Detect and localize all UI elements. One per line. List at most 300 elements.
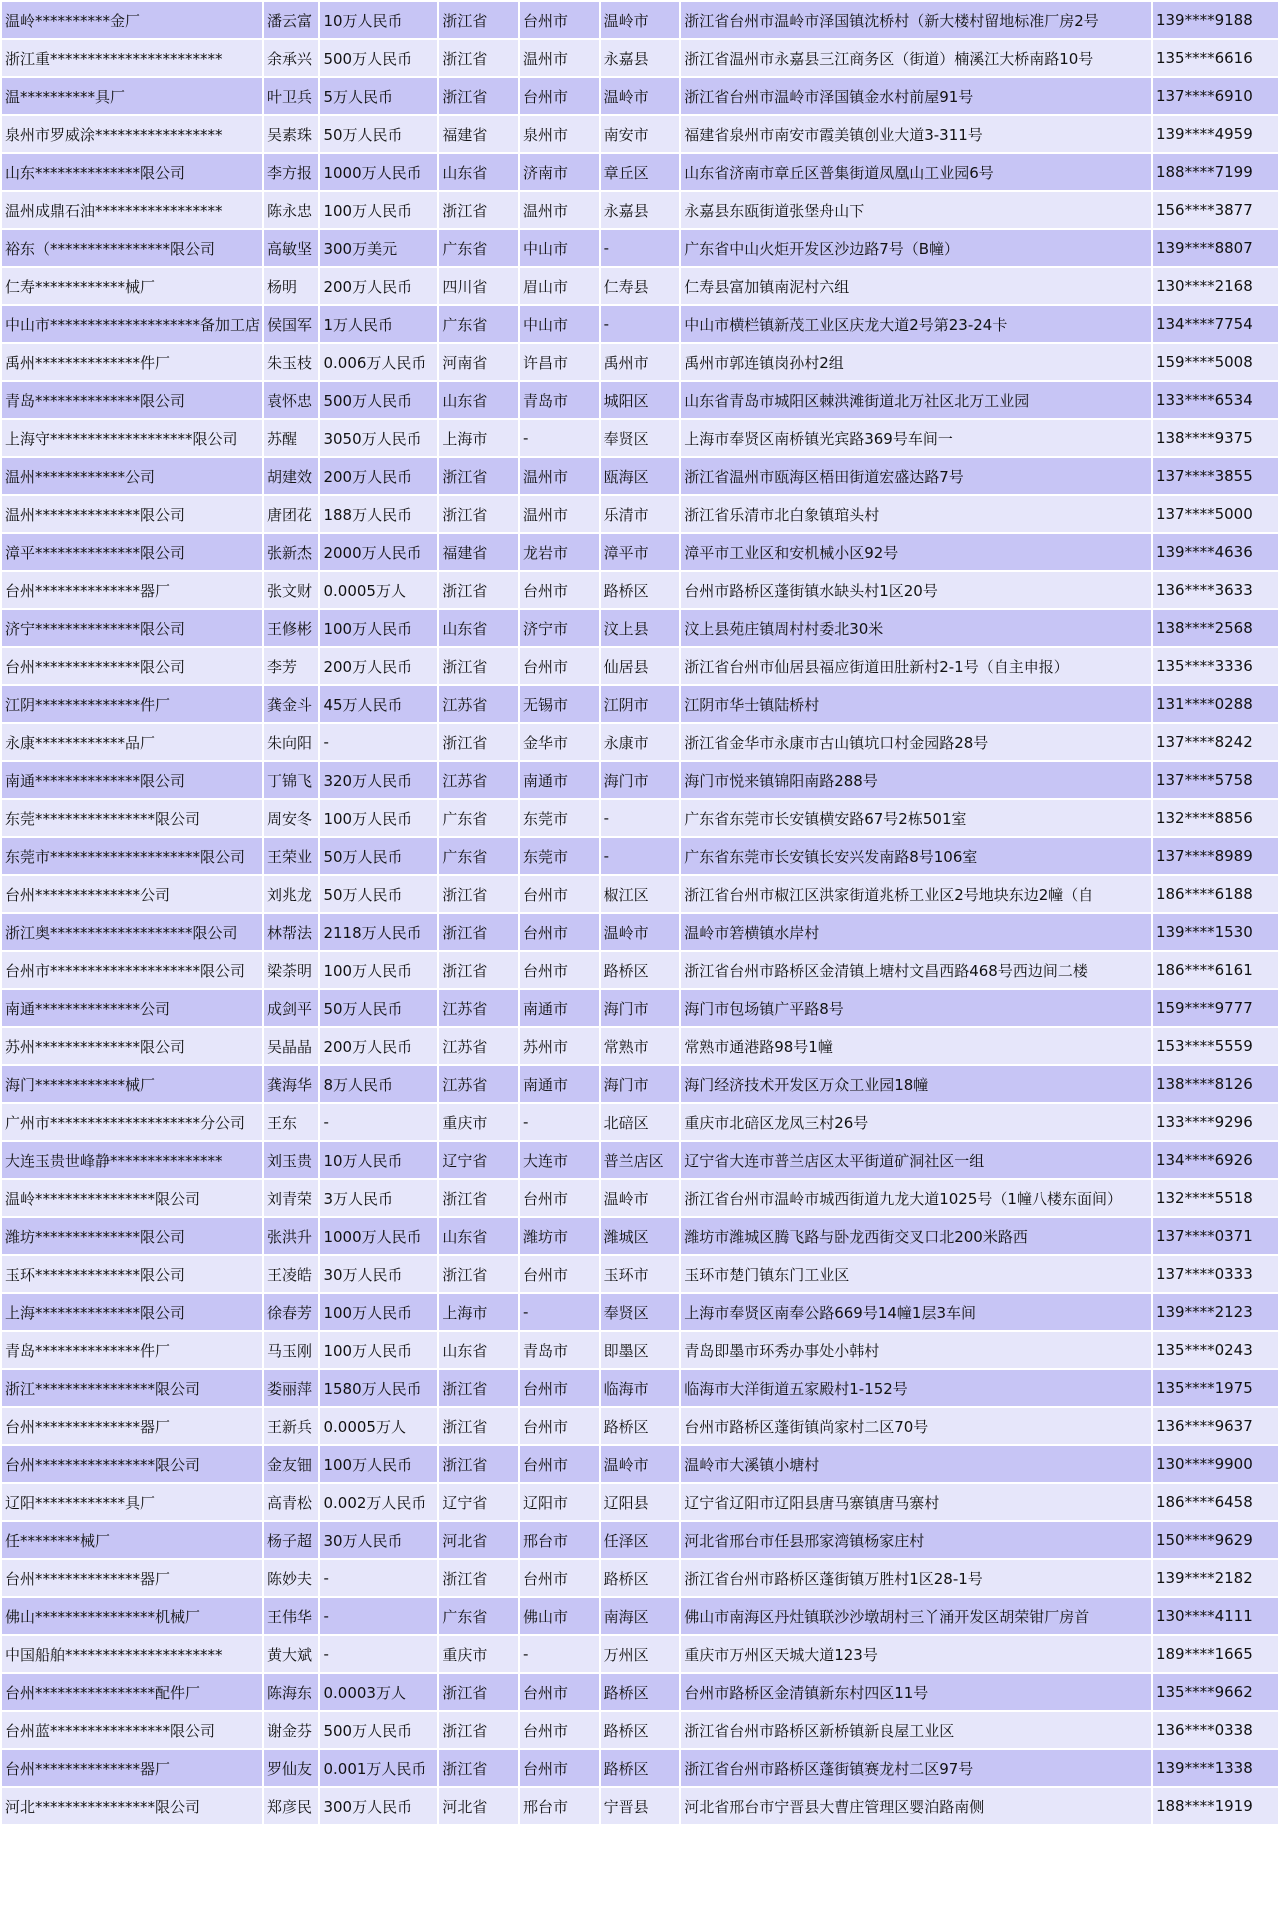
legal-representative-cell: 吴晶晶 (264, 1028, 318, 1064)
city-cell: 温州市 (520, 40, 599, 76)
address-cell: 河北省邢台市宁晋县大曹庄管理区婴泊路南侧 (681, 1788, 1151, 1824)
address-cell: 辽宁省大连市普兰店区太平街道矿洞社区一组 (681, 1142, 1151, 1178)
company-name-cell: 浙江****************限公司 (2, 1370, 262, 1406)
registered-capital-cell: 100万人民币 (320, 1294, 437, 1330)
city-cell: 台州市 (520, 876, 599, 912)
province-cell: 河北省 (439, 1788, 518, 1824)
table-row (2, 2, 1278, 38)
phone-cell: 138****2568 (1153, 610, 1278, 646)
phone-cell: 130****4111 (1153, 1598, 1278, 1634)
company-name-cell: 裕东（****************限公司 (2, 230, 262, 266)
address-cell: 浙江省台州市路桥区新桥镇新良屋工业区 (681, 1712, 1151, 1748)
phone-cell: 159****5008 (1153, 344, 1278, 380)
province-cell: 江苏省 (439, 1066, 518, 1102)
legal-representative-cell: 王东 (264, 1104, 318, 1140)
registered-capital-cell: 0.006万人民币 (320, 344, 437, 380)
table-row (2, 648, 1278, 684)
table-row (2, 192, 1278, 228)
province-cell: 重庆市 (439, 1104, 518, 1140)
province-cell: 浙江省 (439, 724, 518, 760)
district-cell: 温岭市 (601, 2, 680, 38)
address-cell: 浙江省台州市椒江区洪家街道兆桥工业区2号地块东边2幢（自 (681, 876, 1151, 912)
registered-capital-cell: 500万人民币 (320, 40, 437, 76)
city-cell: 潍坊市 (520, 1218, 599, 1254)
district-cell: 永嘉县 (601, 40, 680, 76)
address-cell: 台州市路桥区金清镇新东村四区11号 (681, 1674, 1151, 1710)
table-row (2, 1788, 1278, 1824)
address-cell: 浙江省台州市温岭市泽国镇金水村前屋91号 (681, 78, 1151, 114)
city-cell: 青岛市 (520, 382, 599, 418)
registered-capital-cell: - (320, 1104, 437, 1140)
district-cell: 永康市 (601, 724, 680, 760)
province-cell: 浙江省 (439, 192, 518, 228)
legal-representative-cell: 叶卫兵 (264, 78, 318, 114)
phone-cell: 135****9662 (1153, 1674, 1278, 1710)
district-cell: 临海市 (601, 1370, 680, 1406)
district-cell: 万州区 (601, 1636, 680, 1672)
district-cell: 海门市 (601, 762, 680, 798)
legal-representative-cell: 侯国军 (264, 306, 318, 342)
address-cell: 浙江省台州市路桥区蓬街镇赛龙村二区97号 (681, 1750, 1151, 1786)
address-cell: 永嘉县东瓯街道张堡舟山下 (681, 192, 1151, 228)
legal-representative-cell: 朱向阳 (264, 724, 318, 760)
registered-capital-cell: 100万人民币 (320, 1446, 437, 1482)
district-cell: 玉环市 (601, 1256, 680, 1292)
table-row (2, 1028, 1278, 1064)
city-cell: 台州市 (520, 1712, 599, 1748)
district-cell: 路桥区 (601, 1674, 680, 1710)
registered-capital-cell: - (320, 1560, 437, 1596)
registered-capital-cell: 200万人民币 (320, 648, 437, 684)
city-cell: 眉山市 (520, 268, 599, 304)
legal-representative-cell: 陈妙夫 (264, 1560, 318, 1596)
registered-capital-cell: 30万人民币 (320, 1256, 437, 1292)
address-cell: 温岭市大溪镇小塘村 (681, 1446, 1151, 1482)
district-cell: 汶上县 (601, 610, 680, 646)
legal-representative-cell: 高青松 (264, 1484, 318, 1520)
table-row (2, 1522, 1278, 1558)
phone-cell: 136****3633 (1153, 572, 1278, 608)
phone-cell: 137****0333 (1153, 1256, 1278, 1292)
legal-representative-cell: 杨明 (264, 268, 318, 304)
company-name-cell: 上海**************限公司 (2, 1294, 262, 1330)
phone-cell: 130****9900 (1153, 1446, 1278, 1482)
district-cell: 路桥区 (601, 1712, 680, 1748)
table-row (2, 116, 1278, 152)
city-cell: 青岛市 (520, 1332, 599, 1368)
registered-capital-cell: 2118万人民币 (320, 914, 437, 950)
district-cell: 路桥区 (601, 1408, 680, 1444)
company-name-cell: 漳平**************限公司 (2, 534, 262, 570)
province-cell: 福建省 (439, 116, 518, 152)
city-cell: - (520, 1104, 599, 1140)
city-cell: 台州市 (520, 952, 599, 988)
district-cell: 路桥区 (601, 1560, 680, 1596)
district-cell: 普兰店区 (601, 1142, 680, 1178)
address-cell: 江阴市华士镇陆桥村 (681, 686, 1151, 722)
district-cell: 仁寿县 (601, 268, 680, 304)
phone-cell: 139****2123 (1153, 1294, 1278, 1330)
registered-capital-cell: 50万人民币 (320, 116, 437, 152)
province-cell: 重庆市 (439, 1636, 518, 1672)
legal-representative-cell: 王新兵 (264, 1408, 318, 1444)
address-cell: 汶上县苑庄镇周村村委北30米 (681, 610, 1151, 646)
table-row (2, 40, 1278, 76)
registered-capital-cell: 1000万人民币 (320, 154, 437, 190)
table-row (2, 458, 1278, 494)
city-cell: 台州市 (520, 1560, 599, 1596)
district-cell: 瓯海区 (601, 458, 680, 494)
legal-representative-cell: 潘云富 (264, 2, 318, 38)
company-name-cell: 南通**************公司 (2, 990, 262, 1026)
table-row (2, 876, 1278, 912)
city-cell: 台州市 (520, 914, 599, 950)
registered-capital-cell: 3050万人民币 (320, 420, 437, 456)
table-row (2, 230, 1278, 266)
city-cell: - (520, 420, 599, 456)
address-cell: 温岭市箬横镇水岸村 (681, 914, 1151, 950)
company-name-cell: 中山市********************备加工店 (2, 306, 262, 342)
province-cell: 江苏省 (439, 1028, 518, 1064)
district-cell: 路桥区 (601, 1750, 680, 1786)
city-cell: 泉州市 (520, 116, 599, 152)
phone-cell: 139****2182 (1153, 1560, 1278, 1596)
district-cell: 南安市 (601, 116, 680, 152)
district-cell: 温岭市 (601, 1180, 680, 1216)
province-cell: 浙江省 (439, 1560, 518, 1596)
registered-capital-cell: 300万人民币 (320, 1788, 437, 1824)
table-row (2, 1294, 1278, 1330)
phone-cell: 139****8807 (1153, 230, 1278, 266)
province-cell: 浙江省 (439, 1256, 518, 1292)
company-name-cell: 青岛**************限公司 (2, 382, 262, 418)
registered-capital-cell: 100万人民币 (320, 1332, 437, 1368)
company-name-cell: 台州****************配件厂 (2, 1674, 262, 1710)
legal-representative-cell: 成剑平 (264, 990, 318, 1026)
city-cell: 台州市 (520, 1750, 599, 1786)
company-name-cell: 温州成鼎石油***************** (2, 192, 262, 228)
registered-capital-cell: 100万人民币 (320, 192, 437, 228)
table-row (2, 1408, 1278, 1444)
legal-representative-cell: 马玉刚 (264, 1332, 318, 1368)
city-cell: 金华市 (520, 724, 599, 760)
legal-representative-cell: 张洪升 (264, 1218, 318, 1254)
table-row (2, 1598, 1278, 1634)
district-cell: 温岭市 (601, 914, 680, 950)
company-name-cell: 台州**************限公司 (2, 648, 262, 684)
table-row (2, 1332, 1278, 1368)
phone-cell: 133****6534 (1153, 382, 1278, 418)
province-cell: 浙江省 (439, 914, 518, 950)
company-name-cell: 东莞****************限公司 (2, 800, 262, 836)
legal-representative-cell: 刘玉贵 (264, 1142, 318, 1178)
phone-cell: 135****0243 (1153, 1332, 1278, 1368)
district-cell: 常熟市 (601, 1028, 680, 1064)
company-name-cell: 台州**************公司 (2, 876, 262, 912)
table-row (2, 1636, 1278, 1672)
province-cell: 浙江省 (439, 572, 518, 608)
city-cell: 台州市 (520, 1674, 599, 1710)
registered-capital-cell: 3万人民币 (320, 1180, 437, 1216)
province-cell: 浙江省 (439, 1712, 518, 1748)
province-cell: 辽宁省 (439, 1484, 518, 1520)
company-name-cell: 温岭**********金厂 (2, 2, 262, 38)
city-cell: 苏州市 (520, 1028, 599, 1064)
legal-representative-cell: 梁荼明 (264, 952, 318, 988)
address-cell: 浙江省台州市仙居县福应街道田肚新村2-1号（自主申报） (681, 648, 1151, 684)
company-name-cell: 永康************品厂 (2, 724, 262, 760)
city-cell: - (520, 1294, 599, 1330)
phone-cell: 139****1530 (1153, 914, 1278, 950)
legal-representative-cell: 袁怀忠 (264, 382, 318, 418)
phone-cell: 156****3877 (1153, 192, 1278, 228)
city-cell: 济南市 (520, 154, 599, 190)
address-cell: 福建省泉州市南安市霞美镇创业大道3-311号 (681, 116, 1151, 152)
district-cell: 路桥区 (601, 952, 680, 988)
city-cell: 台州市 (520, 78, 599, 114)
phone-cell: 136****0338 (1153, 1712, 1278, 1748)
registered-capital-cell: 200万人民币 (320, 1028, 437, 1064)
legal-representative-cell: 龚海华 (264, 1066, 318, 1102)
table-row (2, 1218, 1278, 1254)
district-cell: 海门市 (601, 1066, 680, 1102)
company-name-cell: 台州**************器厂 (2, 1408, 262, 1444)
table-row (2, 610, 1278, 646)
district-cell: 辽阳县 (601, 1484, 680, 1520)
phone-cell: 135****6616 (1153, 40, 1278, 76)
province-cell: 浙江省 (439, 952, 518, 988)
district-cell: 宁晋县 (601, 1788, 680, 1824)
province-cell: 浙江省 (439, 1408, 518, 1444)
district-cell: 城阳区 (601, 382, 680, 418)
address-cell: 广东省东莞市长安镇长安兴发南路8号106室 (681, 838, 1151, 874)
district-cell: 北碚区 (601, 1104, 680, 1140)
company-name-cell: 河北****************限公司 (2, 1788, 262, 1824)
table-row (2, 1560, 1278, 1596)
company-name-cell: 广州市********************分公司 (2, 1104, 262, 1140)
address-cell: 海门经济技术开发区万众工业园18幢 (681, 1066, 1151, 1102)
company-name-cell: 台州蓝****************限公司 (2, 1712, 262, 1748)
address-cell: 重庆市万州区天城大道123号 (681, 1636, 1151, 1672)
legal-representative-cell: 高敏坚 (264, 230, 318, 266)
table-row (2, 762, 1278, 798)
province-cell: 江苏省 (439, 990, 518, 1026)
registered-capital-cell: 1万人民币 (320, 306, 437, 342)
province-cell: 浙江省 (439, 78, 518, 114)
legal-representative-cell: 王凌皓 (264, 1256, 318, 1292)
district-cell: - (601, 838, 680, 874)
company-name-cell: 台州**************器厂 (2, 1750, 262, 1786)
phone-cell: 134****7754 (1153, 306, 1278, 342)
address-cell: 山东省济南市章丘区普集街道凤凰山工业园6号 (681, 154, 1151, 190)
company-name-cell: 仁寿************械厂 (2, 268, 262, 304)
city-cell: 台州市 (520, 1408, 599, 1444)
legal-representative-cell: 唐团花 (264, 496, 318, 532)
province-cell: 浙江省 (439, 1370, 518, 1406)
registered-capital-cell: 0.0003万人 (320, 1674, 437, 1710)
registered-capital-cell: 100万人民币 (320, 610, 437, 646)
address-cell: 浙江省温州市永嘉县三江商务区（街道）楠溪江大桥南路10号 (681, 40, 1151, 76)
company-name-cell: 台州**************器厂 (2, 1560, 262, 1596)
registered-capital-cell: 300万美元 (320, 230, 437, 266)
registered-capital-cell: 200万人民币 (320, 268, 437, 304)
province-cell: 浙江省 (439, 40, 518, 76)
legal-representative-cell: 杨子超 (264, 1522, 318, 1558)
phone-cell: 188****7199 (1153, 154, 1278, 190)
phone-cell: 137****8989 (1153, 838, 1278, 874)
legal-representative-cell: 王伟华 (264, 1598, 318, 1634)
phone-cell: 137****0371 (1153, 1218, 1278, 1254)
legal-representative-cell: 王荣业 (264, 838, 318, 874)
company-name-cell: 中国船舶********************* (2, 1636, 262, 1672)
district-cell: 江阴市 (601, 686, 680, 722)
table-row (2, 952, 1278, 988)
address-cell: 浙江省台州市温岭市城西街道九龙大道1025号（1幢八楼东面间） (681, 1180, 1151, 1216)
company-name-cell: 台州**************器厂 (2, 572, 262, 608)
legal-representative-cell: 李芳 (264, 648, 318, 684)
province-cell: 广东省 (439, 306, 518, 342)
company-name-cell: 台州****************限公司 (2, 1446, 262, 1482)
province-cell: 辽宁省 (439, 1142, 518, 1178)
phone-cell: 138****8126 (1153, 1066, 1278, 1102)
phone-cell: 159****9777 (1153, 990, 1278, 1026)
city-cell: 邢台市 (520, 1522, 599, 1558)
table-row (2, 1484, 1278, 1520)
registered-capital-cell: 10万人民币 (320, 2, 437, 38)
province-cell: 四川省 (439, 268, 518, 304)
legal-representative-cell: 余承兴 (264, 40, 318, 76)
province-cell: 浙江省 (439, 1180, 518, 1216)
phone-cell: 136****9637 (1153, 1408, 1278, 1444)
province-cell: 上海市 (439, 1294, 518, 1330)
phone-cell: 137****8242 (1153, 724, 1278, 760)
table-row (2, 344, 1278, 380)
registered-capital-cell: 45万人民币 (320, 686, 437, 722)
province-cell: 广东省 (439, 1598, 518, 1634)
company-name-cell: 玉环**************限公司 (2, 1256, 262, 1292)
address-cell: 浙江省台州市温岭市泽国镇沈桥村（新大楼村留地标准厂房2号 (681, 2, 1151, 38)
registered-capital-cell: 0.001万人民币 (320, 1750, 437, 1786)
province-cell: 浙江省 (439, 648, 518, 684)
registered-capital-cell: 200万人民币 (320, 458, 437, 494)
address-cell: 中山市横栏镇新茂工业区庆龙大道2号第23-24卡 (681, 306, 1151, 342)
province-cell: 山东省 (439, 1218, 518, 1254)
address-cell: 浙江省乐清市北白象镇琯头村 (681, 496, 1151, 532)
address-cell: 佛山市南海区丹灶镇联沙沙墩胡村三丫涌开发区胡荣钳厂房首 (681, 1598, 1151, 1634)
legal-representative-cell: 苏醒 (264, 420, 318, 456)
address-cell: 重庆市北碚区龙凤三村26号 (681, 1104, 1151, 1140)
registered-capital-cell: 2000万人民币 (320, 534, 437, 570)
province-cell: 山东省 (439, 610, 518, 646)
registered-capital-cell: 5万人民币 (320, 78, 437, 114)
phone-cell: 186****6458 (1153, 1484, 1278, 1520)
registered-capital-cell: 188万人民币 (320, 496, 437, 532)
address-cell: 常熟市通港路98号1幢 (681, 1028, 1151, 1064)
legal-representative-cell: 胡建效 (264, 458, 318, 494)
phone-cell: 189****1665 (1153, 1636, 1278, 1672)
legal-representative-cell: 李方报 (264, 154, 318, 190)
address-cell: 浙江省温州市瓯海区梧田街道宏盛达路7号 (681, 458, 1151, 494)
district-cell: 海门市 (601, 990, 680, 1026)
city-cell: 温州市 (520, 496, 599, 532)
legal-representative-cell: 吴素珠 (264, 116, 318, 152)
city-cell: 台州市 (520, 1256, 599, 1292)
district-cell: 奉贤区 (601, 420, 680, 456)
address-cell: 上海市奉贤区南奉公路669号14幢1层3车间 (681, 1294, 1151, 1330)
table-row (2, 1712, 1278, 1748)
table-row (2, 1446, 1278, 1482)
company-table-body (2, 2, 1278, 1824)
table-row (2, 268, 1278, 304)
city-cell: 台州市 (520, 572, 599, 608)
legal-representative-cell: 张新杰 (264, 534, 318, 570)
legal-representative-cell: 王修彬 (264, 610, 318, 646)
company-name-cell: 苏州**************限公司 (2, 1028, 262, 1064)
province-cell: 福建省 (439, 534, 518, 570)
registered-capital-cell: 500万人民币 (320, 1712, 437, 1748)
table-row (2, 914, 1278, 950)
address-cell: 山东省青岛市城阳区棘洪滩街道北万社区北万工业园 (681, 382, 1151, 418)
company-name-cell: 任********械厂 (2, 1522, 262, 1558)
district-cell: 温岭市 (601, 1446, 680, 1482)
phone-cell: 132****5518 (1153, 1180, 1278, 1216)
company-name-cell: 浙江奥*******************限公司 (2, 914, 262, 950)
city-cell: 济宁市 (520, 610, 599, 646)
company-name-cell: 江阴**************件厂 (2, 686, 262, 722)
district-cell: 潍城区 (601, 1218, 680, 1254)
table-row (2, 572, 1278, 608)
registered-capital-cell: 1580万人民币 (320, 1370, 437, 1406)
province-cell: 广东省 (439, 838, 518, 874)
table-row (2, 1066, 1278, 1102)
legal-representative-cell: 刘兆龙 (264, 876, 318, 912)
legal-representative-cell: 林帮法 (264, 914, 318, 950)
city-cell: 温州市 (520, 192, 599, 228)
district-cell: 椒江区 (601, 876, 680, 912)
district-cell: 仙居县 (601, 648, 680, 684)
table-row (2, 838, 1278, 874)
table-row (2, 78, 1278, 114)
legal-representative-cell: 朱玉枝 (264, 344, 318, 380)
province-cell: 浙江省 (439, 1750, 518, 1786)
province-cell: 河北省 (439, 1522, 518, 1558)
address-cell: 海门市包场镇广平路8号 (681, 990, 1151, 1026)
city-cell: 南通市 (520, 990, 599, 1026)
address-cell: 漳平市工业区和安机械小区92号 (681, 534, 1151, 570)
company-name-cell: 佛山****************机械厂 (2, 1598, 262, 1634)
company-name-cell: 辽阳************具厂 (2, 1484, 262, 1520)
address-cell: 浙江省台州市路桥区蓬街镇万胜村1区28-1号 (681, 1560, 1151, 1596)
province-cell: 浙江省 (439, 876, 518, 912)
company-name-cell: 温**********具厂 (2, 78, 262, 114)
district-cell: - (601, 800, 680, 836)
province-cell: 山东省 (439, 154, 518, 190)
company-name-cell: 温州************公司 (2, 458, 262, 494)
address-cell: 禹州市郭连镇岗孙村2组 (681, 344, 1151, 380)
province-cell: 江苏省 (439, 762, 518, 798)
legal-representative-cell: 罗仙友 (264, 1750, 318, 1786)
city-cell: 大连市 (520, 1142, 599, 1178)
table-row (2, 990, 1278, 1026)
phone-cell: 138****9375 (1153, 420, 1278, 456)
company-name-cell: 济宁**************限公司 (2, 610, 262, 646)
phone-cell: 139****4636 (1153, 534, 1278, 570)
company-name-cell: 大连玉贵世峰静*************** (2, 1142, 262, 1178)
phone-cell: 134****6926 (1153, 1142, 1278, 1178)
table-row (2, 1256, 1278, 1292)
company-name-cell: 台州市********************限公司 (2, 952, 262, 988)
legal-representative-cell: 黄大斌 (264, 1636, 318, 1672)
